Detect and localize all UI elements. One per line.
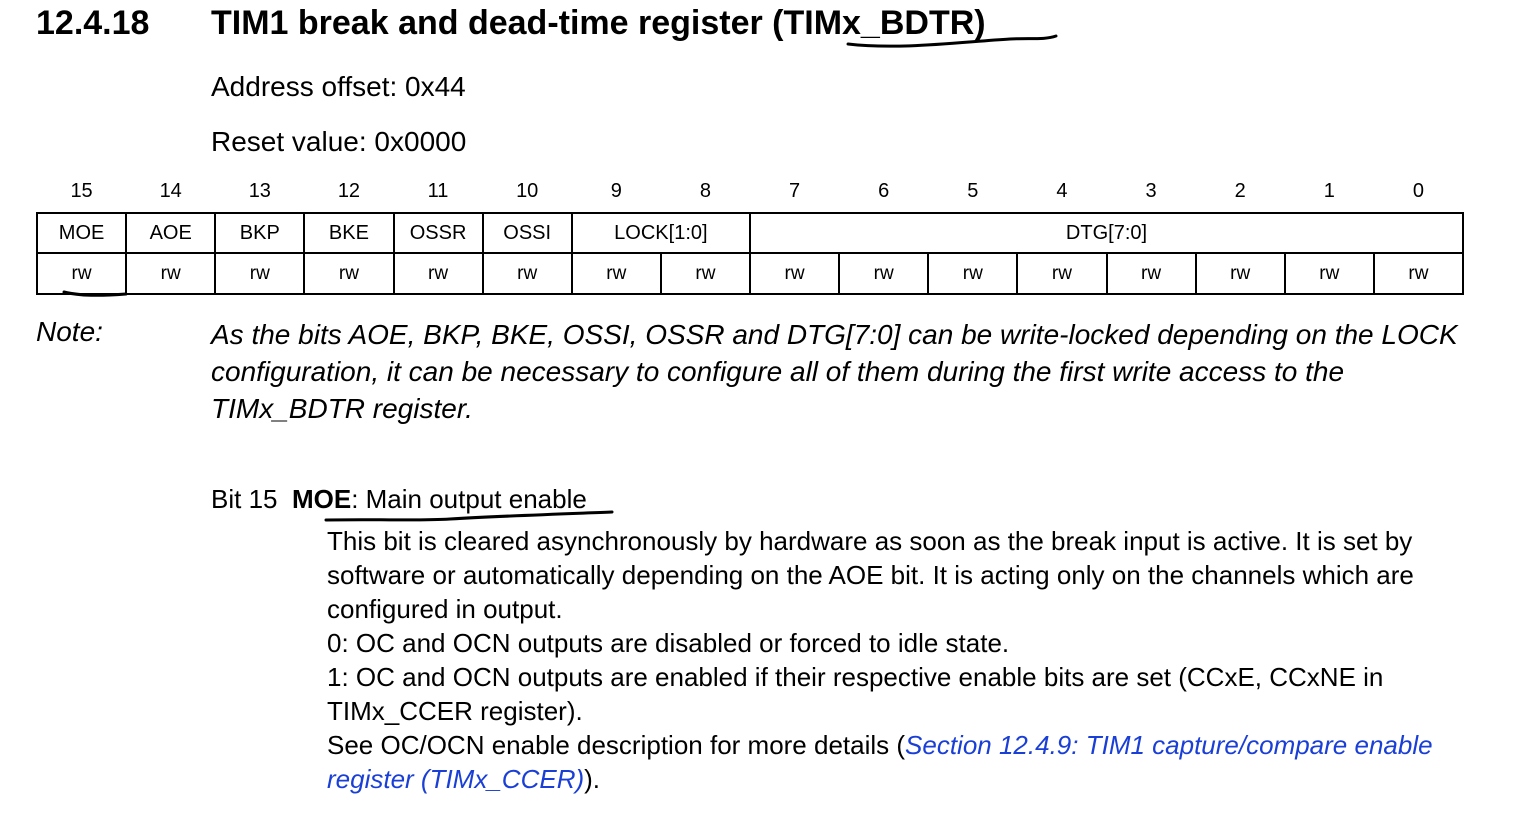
bit-number: 7: [789, 179, 801, 202]
bit-description-body: [327, 524, 1487, 796]
access-row: [37, 253, 1463, 294]
field-ossr: OSSR: [394, 213, 483, 253]
access-cell: rw: [839, 253, 928, 294]
bit-number: 8: [699, 179, 711, 202]
access-cell: rw: [1107, 253, 1196, 294]
field-ossi: OSSI: [483, 213, 572, 253]
bit-number: 10: [516, 179, 539, 202]
bit-number: 14: [159, 179, 182, 202]
see-also-suffix: ).: [584, 764, 601, 794]
bit-number: 5: [967, 179, 979, 202]
see-also-line: [327, 728, 1487, 796]
field-moe: MOE: [37, 213, 126, 253]
register-bit-table: [36, 170, 1464, 295]
bit-field-name: MOE: [291, 484, 352, 514]
bit-value-0: 0: OC and OCN outputs are disabled or forced to idle state.: [327, 628, 1010, 658]
reset-value: Reset value: 0x0000: [211, 126, 467, 157]
access-cell: rw: [394, 253, 483, 294]
field-name-row: [37, 213, 1463, 253]
bit-number-row: [37, 170, 1463, 213]
bit-field-title: Main output enable: [358, 484, 587, 514]
bit-number: 9: [610, 179, 622, 202]
access-cell: rw: [126, 253, 215, 294]
bit-number: 1: [1323, 179, 1335, 202]
section-number: 12.4.18: [36, 4, 150, 42]
access-cell: rw: [750, 253, 839, 294]
note-label: Note:: [36, 316, 103, 347]
bit-number: 11: [427, 179, 449, 202]
note-text: As the bits AOE, BKP, BKE, OSSI, OSSR and DTG[7:0] can be write-locked depending on the LOCK configuration, it can be necessary to configure all of them during the first write access to the TIMx_BDTR register.: [211, 319, 1458, 424]
access-cell: rw: [304, 253, 393, 294]
bit-number: 13: [248, 179, 271, 202]
access-cell: rw: [483, 253, 572, 294]
access-cell: rw: [1017, 253, 1106, 294]
section-title: TIM1 break and dead-time register (TIMx_BDTR): [211, 4, 986, 42]
bit-value-1: 1: OC and OCN outputs are enabled if their respective enable bits are set (CCxE, CCxNE in TIMx_CCER register).: [327, 662, 1384, 726]
bit-number: 6: [878, 179, 890, 202]
bit-description-paragraph: This bit is cleared asynchronously by hardware as soon as the break input is active. It is set by software or automatically depending on the AOE bit. It is acting only on the channels which are configured in output.: [327, 526, 1414, 624]
bit-description-heading: [211, 484, 587, 515]
access-cell: rw: [928, 253, 1017, 294]
field-dtg: DTG[7:0]: [750, 213, 1463, 253]
access-cell: rw: [572, 253, 661, 294]
address-offset: Address offset: 0x44: [211, 71, 466, 102]
see-also-prefix: See OC/OCN enable description for more details (: [327, 730, 906, 760]
access-cell: rw: [215, 253, 304, 294]
access-cell: rw: [1285, 253, 1374, 294]
field-bke: BKE: [304, 213, 393, 253]
bit-number: 15: [70, 179, 93, 202]
bit-number: 2: [1234, 179, 1246, 202]
access-cell: rw: [661, 253, 750, 294]
access-cell: rw: [37, 253, 126, 294]
bit-index-label: Bit 15: [211, 484, 278, 514]
section-cross-reference-link[interactable]: Section 12.4.9: TIM1 capture/compare enable register (TIMx_CCER): [327, 730, 1433, 794]
bit-number: 3: [1145, 179, 1157, 202]
bit-number: 12: [337, 179, 361, 202]
bit-title-separator: :: [351, 484, 359, 514]
access-cell: rw: [1196, 253, 1285, 294]
bit-number: 4: [1056, 179, 1068, 202]
field-aoe: AOE: [126, 213, 215, 253]
field-bkp: BKP: [215, 213, 304, 253]
access-cell: rw: [1374, 253, 1463, 294]
field-lock: LOCK[1:0]: [572, 213, 750, 253]
bit-number: 0: [1412, 179, 1424, 202]
